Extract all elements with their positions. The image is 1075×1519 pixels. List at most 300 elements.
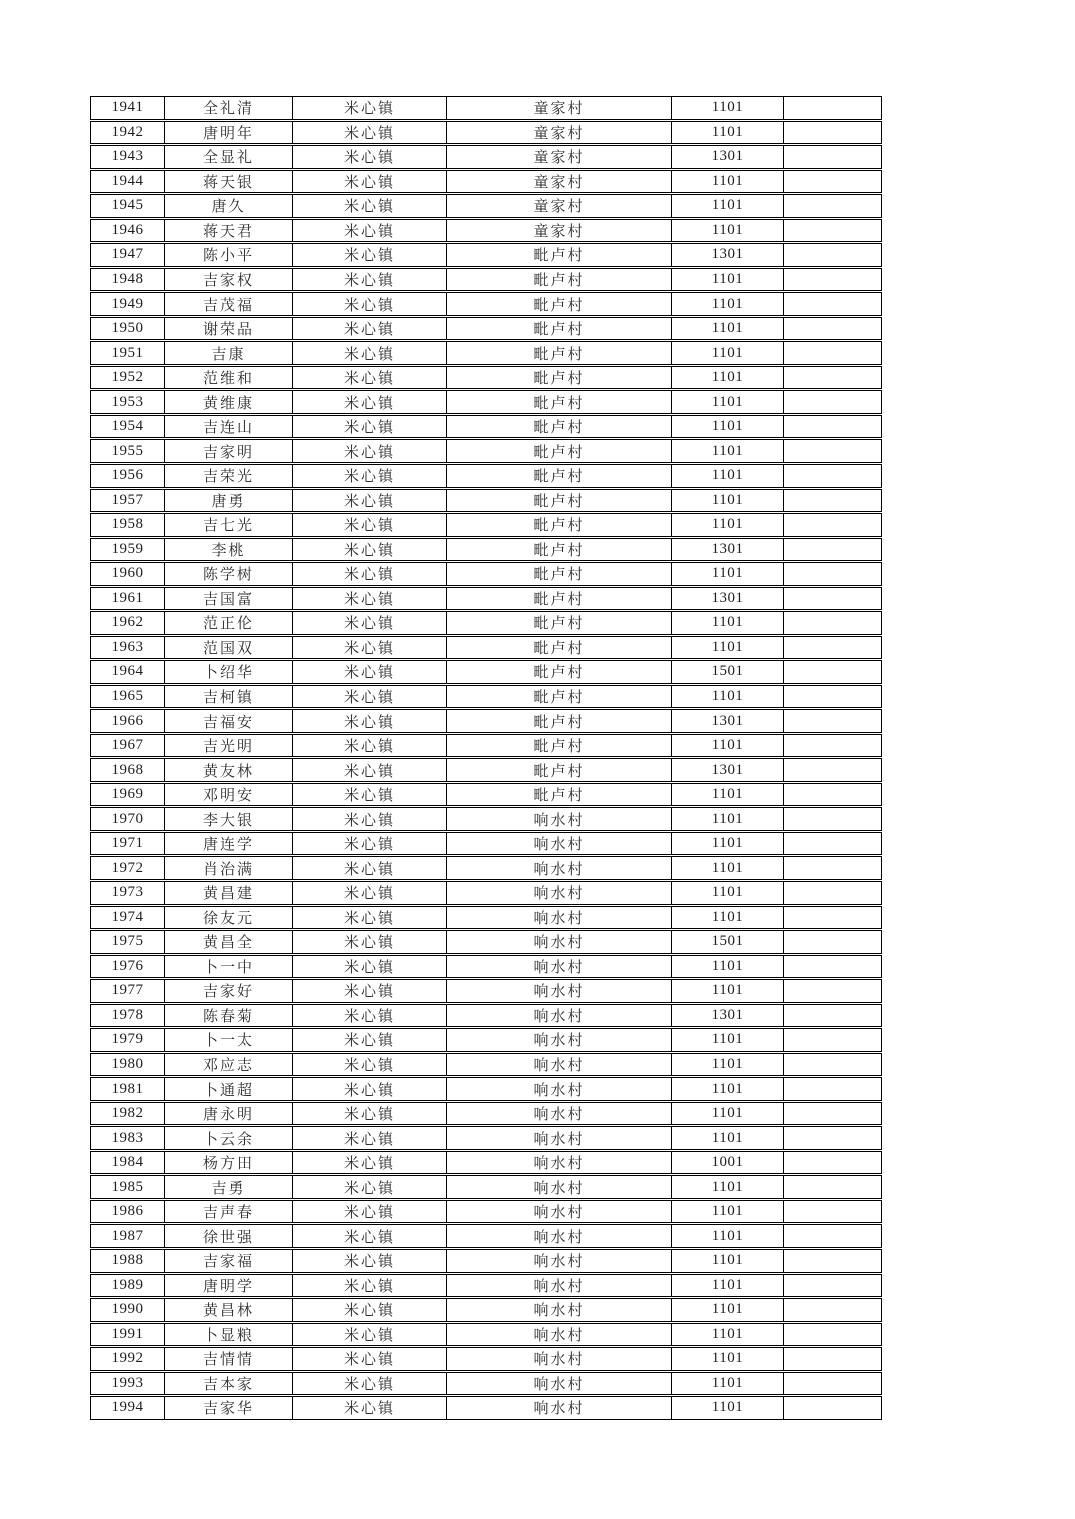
table-row — [90, 660, 882, 684]
cell-town: 米心镇 — [293, 808, 447, 830]
cell-town: 米心镇 — [293, 1275, 447, 1297]
cell-code: 1101 — [672, 735, 784, 757]
table-row — [90, 1175, 882, 1199]
cell-village: 响水村 — [447, 1078, 672, 1100]
table-row — [90, 906, 882, 930]
cell-index: 1976 — [91, 956, 165, 978]
table-row — [90, 1396, 882, 1420]
cell-remark — [784, 1299, 881, 1321]
cell-town: 米心镇 — [293, 784, 447, 806]
cell-village: 响水村 — [447, 1225, 672, 1247]
cell-code: 1101 — [672, 1324, 784, 1346]
cell-remark — [784, 244, 881, 266]
cell-remark — [784, 808, 881, 830]
table-row — [90, 538, 882, 562]
cell-name: 吉家华 — [165, 1397, 293, 1419]
cell-code: 1101 — [672, 1299, 784, 1321]
cell-village: 毗卢村 — [447, 391, 672, 413]
cell-village: 童家村 — [447, 146, 672, 168]
cell-code: 1101 — [672, 1176, 784, 1198]
table-row — [90, 1249, 882, 1273]
cell-code: 1101 — [672, 171, 784, 193]
cell-name: 李桃 — [165, 539, 293, 561]
cell-code: 1101 — [672, 195, 784, 217]
cell-name: 黄昌林 — [165, 1299, 293, 1321]
cell-name: 黄维康 — [165, 391, 293, 413]
cell-name: 吉福安 — [165, 710, 293, 732]
table-row — [90, 930, 882, 954]
cell-village: 响水村 — [447, 1029, 672, 1051]
cell-town: 米心镇 — [293, 882, 447, 904]
cell-town: 米心镇 — [293, 293, 447, 315]
cell-remark — [784, 735, 881, 757]
table-row — [90, 439, 882, 463]
cell-name: 卜绍华 — [165, 661, 293, 683]
cell-village: 童家村 — [447, 220, 672, 242]
cell-index: 1946 — [91, 220, 165, 242]
cell-code: 1101 — [672, 342, 784, 364]
cell-town: 米心镇 — [293, 1127, 447, 1149]
cell-remark — [784, 931, 881, 953]
cell-village: 毗卢村 — [447, 759, 672, 781]
cell-code: 1101 — [672, 980, 784, 1002]
cell-code: 1101 — [672, 1127, 784, 1149]
cell-remark — [784, 857, 881, 879]
table-row — [90, 562, 882, 586]
cell-remark — [784, 1127, 881, 1149]
cell-village: 毗卢村 — [447, 367, 672, 389]
cell-village: 毗卢村 — [447, 784, 672, 806]
cell-town: 米心镇 — [293, 1250, 447, 1272]
cell-index: 1963 — [91, 637, 165, 659]
cell-index: 1951 — [91, 342, 165, 364]
cell-village: 响水村 — [447, 1397, 672, 1419]
cell-town: 米心镇 — [293, 1373, 447, 1395]
cell-name: 陈学树 — [165, 563, 293, 585]
cell-name: 范维和 — [165, 367, 293, 389]
cell-remark — [784, 907, 881, 929]
cell-remark — [784, 539, 881, 561]
cell-remark — [784, 440, 881, 462]
cell-remark — [784, 1225, 881, 1247]
cell-name: 唐明年 — [165, 122, 293, 144]
cell-village: 响水村 — [447, 907, 672, 929]
table-row — [90, 341, 882, 365]
cell-village: 响水村 — [447, 1005, 672, 1027]
cell-remark — [784, 1324, 881, 1346]
cell-remark — [784, 122, 881, 144]
cell-index: 1965 — [91, 686, 165, 708]
cell-name: 吉情情 — [165, 1348, 293, 1370]
cell-remark — [784, 342, 881, 364]
cell-village: 童家村 — [447, 122, 672, 144]
cell-town: 米心镇 — [293, 367, 447, 389]
table-row — [90, 219, 882, 243]
cell-code: 1101 — [672, 318, 784, 340]
cell-remark — [784, 637, 881, 659]
cell-remark — [784, 1152, 881, 1174]
cell-index: 1944 — [91, 171, 165, 193]
cell-code: 1101 — [672, 857, 784, 879]
cell-remark — [784, 146, 881, 168]
cell-remark — [784, 710, 881, 732]
cell-code: 1101 — [672, 1201, 784, 1223]
cell-name: 吉本家 — [165, 1373, 293, 1395]
cell-town: 米心镇 — [293, 1078, 447, 1100]
cell-town: 米心镇 — [293, 146, 447, 168]
cell-name: 吉家权 — [165, 269, 293, 291]
table-row — [90, 1224, 882, 1248]
cell-town: 米心镇 — [293, 637, 447, 659]
table-row — [90, 1347, 882, 1371]
cell-village: 毗卢村 — [447, 661, 672, 683]
cell-name: 吉荣光 — [165, 465, 293, 487]
cell-index: 1964 — [91, 661, 165, 683]
cell-name: 唐勇 — [165, 490, 293, 512]
cell-remark — [784, 759, 881, 781]
cell-code: 1101 — [672, 1348, 784, 1370]
cell-remark — [784, 833, 881, 855]
cell-town: 米心镇 — [293, 220, 447, 242]
cell-village: 响水村 — [447, 931, 672, 953]
table-row — [90, 587, 882, 611]
cell-index: 1942 — [91, 122, 165, 144]
cell-index: 1984 — [91, 1152, 165, 1174]
cell-village: 毗卢村 — [447, 465, 672, 487]
cell-town: 米心镇 — [293, 931, 447, 953]
cell-code: 1101 — [672, 440, 784, 462]
cell-name: 徐世强 — [165, 1225, 293, 1247]
cell-name: 邓应志 — [165, 1054, 293, 1076]
cell-village: 毗卢村 — [447, 490, 672, 512]
cell-code: 1101 — [672, 367, 784, 389]
cell-village: 毗卢村 — [447, 318, 672, 340]
cell-village: 毗卢村 — [447, 735, 672, 757]
cell-village: 毗卢村 — [447, 563, 672, 585]
cell-remark — [784, 1103, 881, 1125]
table-row — [90, 194, 882, 218]
table-row — [90, 243, 882, 267]
cell-village: 童家村 — [447, 195, 672, 217]
cell-name: 范正伦 — [165, 612, 293, 634]
cell-remark — [784, 171, 881, 193]
cell-name: 吉茂福 — [165, 293, 293, 315]
cell-town: 米心镇 — [293, 1201, 447, 1223]
cell-town: 米心镇 — [293, 1225, 447, 1247]
cell-name: 唐明学 — [165, 1275, 293, 1297]
cell-village: 响水村 — [447, 1103, 672, 1125]
cell-code: 1101 — [672, 1275, 784, 1297]
cell-village: 毗卢村 — [447, 710, 672, 732]
cell-town: 米心镇 — [293, 612, 447, 634]
cell-remark — [784, 1373, 881, 1395]
cell-village: 毗卢村 — [447, 686, 672, 708]
table-row — [90, 1274, 882, 1298]
cell-village: 响水村 — [447, 1299, 672, 1321]
table-row — [90, 1200, 882, 1224]
cell-remark — [784, 391, 881, 413]
cell-index: 1985 — [91, 1176, 165, 1198]
table-row — [90, 955, 882, 979]
cell-code: 1101 — [672, 833, 784, 855]
cell-index: 1953 — [91, 391, 165, 413]
cell-name: 肖治满 — [165, 857, 293, 879]
cell-town: 米心镇 — [293, 1299, 447, 1321]
cell-code: 1301 — [672, 146, 784, 168]
cell-remark — [784, 195, 881, 217]
cell-village: 响水村 — [447, 956, 672, 978]
cell-name: 唐连学 — [165, 833, 293, 855]
cell-index: 1949 — [91, 293, 165, 315]
cell-index: 1992 — [91, 1348, 165, 1370]
cell-village: 响水村 — [447, 1152, 672, 1174]
cell-town: 米心镇 — [293, 342, 447, 364]
cell-name: 卜一太 — [165, 1029, 293, 1051]
cell-remark — [784, 1005, 881, 1027]
cell-town: 米心镇 — [293, 1348, 447, 1370]
cell-remark — [784, 1397, 881, 1419]
cell-name: 吉家明 — [165, 440, 293, 462]
cell-name: 李大银 — [165, 808, 293, 830]
cell-code: 1101 — [672, 269, 784, 291]
cell-village: 毗卢村 — [447, 539, 672, 561]
cell-code: 1301 — [672, 710, 784, 732]
cell-town: 米心镇 — [293, 1005, 447, 1027]
table-row — [90, 1102, 882, 1126]
cell-index: 1971 — [91, 833, 165, 855]
table-row — [90, 685, 882, 709]
cell-village: 毗卢村 — [447, 342, 672, 364]
cell-code: 1301 — [672, 244, 784, 266]
cell-remark — [784, 1029, 881, 1051]
cell-code: 1101 — [672, 1225, 784, 1247]
cell-town: 米心镇 — [293, 244, 447, 266]
cell-index: 1958 — [91, 514, 165, 536]
cell-name: 陈小平 — [165, 244, 293, 266]
cell-village: 响水村 — [447, 1324, 672, 1346]
cell-village: 响水村 — [447, 1275, 672, 1297]
cell-name: 全礼清 — [165, 97, 293, 119]
cell-code: 1101 — [672, 637, 784, 659]
cell-index: 1975 — [91, 931, 165, 953]
cell-name: 吉康 — [165, 342, 293, 364]
cell-code: 1101 — [672, 293, 784, 315]
cell-code: 1101 — [672, 122, 784, 144]
cell-code: 1101 — [672, 686, 784, 708]
cell-code: 1101 — [672, 416, 784, 438]
cell-name: 卜显粮 — [165, 1324, 293, 1346]
cell-index: 1981 — [91, 1078, 165, 1100]
cell-town: 米心镇 — [293, 514, 447, 536]
cell-index: 1974 — [91, 907, 165, 929]
cell-index: 1970 — [91, 808, 165, 830]
cell-index: 1956 — [91, 465, 165, 487]
cell-code: 1501 — [672, 931, 784, 953]
cell-code: 1101 — [672, 1078, 784, 1100]
cell-index: 1978 — [91, 1005, 165, 1027]
cell-remark — [784, 97, 881, 119]
cell-code: 1301 — [672, 539, 784, 561]
cell-code: 1101 — [672, 956, 784, 978]
cell-name: 吉声春 — [165, 1201, 293, 1223]
table-row — [90, 145, 882, 169]
cell-index: 1955 — [91, 440, 165, 462]
cell-index: 1994 — [91, 1397, 165, 1419]
cell-code: 1101 — [672, 612, 784, 634]
cell-code: 1301 — [672, 588, 784, 610]
cell-index: 1968 — [91, 759, 165, 781]
table-row — [90, 366, 882, 390]
cell-village: 毗卢村 — [447, 293, 672, 315]
cell-code: 1101 — [672, 784, 784, 806]
cell-index: 1966 — [91, 710, 165, 732]
cell-town: 米心镇 — [293, 269, 447, 291]
table-row — [90, 807, 882, 831]
table-row — [90, 96, 882, 120]
cell-name: 吉家好 — [165, 980, 293, 1002]
cell-town: 米心镇 — [293, 1176, 447, 1198]
cell-index: 1973 — [91, 882, 165, 904]
cell-town: 米心镇 — [293, 1103, 447, 1125]
cell-remark — [784, 882, 881, 904]
cell-index: 1993 — [91, 1373, 165, 1395]
cell-code: 1101 — [672, 808, 784, 830]
cell-village: 响水村 — [447, 1176, 672, 1198]
cell-remark — [784, 1176, 881, 1198]
cell-town: 米心镇 — [293, 122, 447, 144]
cell-remark — [784, 1054, 881, 1076]
table-row — [90, 709, 882, 733]
cell-code: 1101 — [672, 1103, 784, 1125]
cell-village: 响水村 — [447, 857, 672, 879]
cell-name: 吉七光 — [165, 514, 293, 536]
cell-remark — [784, 661, 881, 683]
cell-village: 毗卢村 — [447, 612, 672, 634]
cell-index: 1948 — [91, 269, 165, 291]
cell-name: 吉光明 — [165, 735, 293, 757]
cell-town: 米心镇 — [293, 416, 447, 438]
cell-village: 响水村 — [447, 833, 672, 855]
cell-town: 米心镇 — [293, 1324, 447, 1346]
cell-name: 杨方田 — [165, 1152, 293, 1174]
cell-name: 邓明安 — [165, 784, 293, 806]
roster-table — [90, 96, 882, 1420]
cell-code: 1101 — [672, 882, 784, 904]
table-row — [90, 856, 882, 880]
cell-code: 1101 — [672, 391, 784, 413]
cell-village: 响水村 — [447, 1373, 672, 1395]
cell-name: 卜一中 — [165, 956, 293, 978]
table-row — [90, 489, 882, 513]
cell-index: 1967 — [91, 735, 165, 757]
cell-index: 1947 — [91, 244, 165, 266]
table-row — [90, 513, 882, 537]
table-row — [90, 1077, 882, 1101]
cell-village: 毗卢村 — [447, 637, 672, 659]
cell-village: 响水村 — [447, 808, 672, 830]
cell-town: 米心镇 — [293, 907, 447, 929]
table-row — [90, 464, 882, 488]
cell-village: 响水村 — [447, 1250, 672, 1272]
cell-village: 响水村 — [447, 1054, 672, 1076]
table-row — [90, 1053, 882, 1077]
cell-code: 1101 — [672, 465, 784, 487]
table-row — [90, 881, 882, 905]
cell-name: 徐友元 — [165, 907, 293, 929]
cell-village: 响水村 — [447, 1348, 672, 1370]
cell-name: 黄友林 — [165, 759, 293, 781]
cell-village: 响水村 — [447, 1127, 672, 1149]
cell-remark — [784, 563, 881, 585]
table-row — [90, 979, 882, 1003]
table-row — [90, 734, 882, 758]
cell-name: 吉国富 — [165, 588, 293, 610]
cell-remark — [784, 514, 881, 536]
cell-name: 吉连山 — [165, 416, 293, 438]
cell-village: 毗卢村 — [447, 440, 672, 462]
cell-index: 1961 — [91, 588, 165, 610]
cell-village: 响水村 — [447, 1201, 672, 1223]
cell-village: 童家村 — [447, 171, 672, 193]
cell-index: 1945 — [91, 195, 165, 217]
cell-code: 1101 — [672, 97, 784, 119]
cell-remark — [784, 784, 881, 806]
cell-code: 1101 — [672, 1373, 784, 1395]
cell-name: 卜云余 — [165, 1127, 293, 1149]
cell-town: 米心镇 — [293, 1029, 447, 1051]
table-row — [90, 1372, 882, 1396]
cell-town: 米心镇 — [293, 171, 447, 193]
cell-code: 1301 — [672, 1005, 784, 1027]
cell-code: 1101 — [672, 1397, 784, 1419]
cell-code: 1101 — [672, 1029, 784, 1051]
cell-code: 1101 — [672, 514, 784, 536]
cell-remark — [784, 686, 881, 708]
cell-remark — [784, 465, 881, 487]
cell-village: 童家村 — [447, 97, 672, 119]
cell-remark — [784, 1201, 881, 1223]
table-row — [90, 636, 882, 660]
cell-index: 1986 — [91, 1201, 165, 1223]
cell-code: 1101 — [672, 563, 784, 585]
cell-town: 米心镇 — [293, 563, 447, 585]
cell-remark — [784, 956, 881, 978]
table-row — [90, 1028, 882, 1052]
cell-code: 1001 — [672, 1152, 784, 1174]
table-row — [90, 415, 882, 439]
cell-name: 蒋天君 — [165, 220, 293, 242]
cell-village: 毗卢村 — [447, 416, 672, 438]
table-row — [90, 390, 882, 414]
cell-town: 米心镇 — [293, 318, 447, 340]
cell-town: 米心镇 — [293, 956, 447, 978]
cell-index: 1954 — [91, 416, 165, 438]
table-row — [90, 292, 882, 316]
cell-remark — [784, 367, 881, 389]
cell-index: 1950 — [91, 318, 165, 340]
cell-name: 陈春菊 — [165, 1005, 293, 1027]
cell-town: 米心镇 — [293, 980, 447, 1002]
cell-name: 谢荣品 — [165, 318, 293, 340]
cell-index: 1987 — [91, 1225, 165, 1247]
cell-town: 米心镇 — [293, 710, 447, 732]
cell-index: 1957 — [91, 490, 165, 512]
table-row — [90, 1004, 882, 1028]
cell-remark — [784, 318, 881, 340]
table-row — [90, 783, 882, 807]
cell-index: 1979 — [91, 1029, 165, 1051]
table-row — [90, 611, 882, 635]
